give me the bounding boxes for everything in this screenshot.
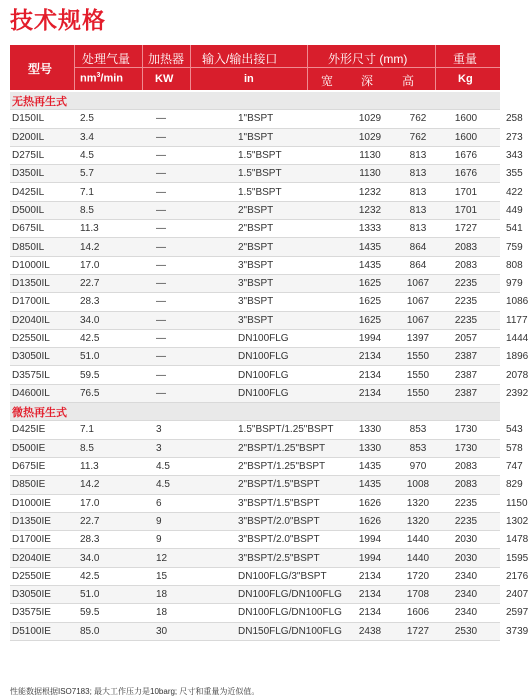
cell-width: 2134: [346, 348, 394, 366]
cell-model: D3050IE: [10, 586, 68, 604]
cell-flow: 34.0: [68, 311, 148, 329]
cell-heater: —: [148, 311, 214, 329]
table-row: [10, 384, 500, 402]
page-title: 技术规格: [10, 8, 106, 34]
cell-width: 1130: [346, 146, 394, 164]
cell-flow: 34.0: [68, 549, 148, 567]
cell-height: 1730: [442, 439, 490, 457]
cell-flow: 4.5: [68, 146, 148, 164]
cell-heater: —: [148, 128, 214, 146]
cell-model: D150IL: [10, 110, 68, 128]
cell-weight: 422: [490, 183, 500, 201]
cell-depth: 1708: [394, 586, 442, 604]
cell-depth: 1397: [394, 329, 442, 347]
cell-depth: 1440: [394, 549, 442, 567]
table-header: [10, 45, 500, 90]
cell-depth: 813: [394, 201, 442, 219]
cell-weight: 1896: [490, 348, 500, 366]
cell-model: D3575IE: [10, 604, 68, 622]
cell-connection: 3"BSPT: [214, 256, 346, 274]
cell-connection: DN100FLG/3"BSPT: [214, 567, 346, 585]
group-label: 微热再生式: [10, 403, 500, 421]
cell-width: 1435: [346, 457, 394, 475]
cell-heater: —: [148, 329, 214, 347]
cell-flow: 76.5: [68, 384, 148, 402]
cell-height: 1730: [442, 421, 490, 439]
cell-model: D1700IE: [10, 531, 68, 549]
cell-flow: 5.7: [68, 165, 148, 183]
table-row: [10, 146, 500, 164]
cell-weight: 759: [490, 238, 500, 256]
cell-flow: 11.3: [68, 220, 148, 238]
cell-width: 1232: [346, 183, 394, 201]
cell-height: 2083: [442, 476, 490, 494]
header-heater: 加热器: [148, 52, 185, 66]
cell-weight: 355: [490, 165, 500, 183]
cell-model: D2550IL: [10, 329, 68, 347]
cell-model: D275IL: [10, 146, 68, 164]
cell-heater: —: [148, 348, 214, 366]
cell-weight: 273: [490, 128, 500, 146]
cell-model: D425IE: [10, 421, 68, 439]
table-row: [10, 531, 500, 549]
cell-width: 2134: [346, 567, 394, 585]
cell-heater: 3: [148, 421, 214, 439]
cell-height: 1701: [442, 183, 490, 201]
cell-depth: 762: [394, 128, 442, 146]
cell-connection: 2"BSPT/1.25"BSPT: [214, 457, 346, 475]
cell-depth: 813: [394, 220, 442, 238]
cell-height: 2083: [442, 238, 490, 256]
cell-weight: 2597: [490, 604, 500, 622]
cell-model: D200IL: [10, 128, 68, 146]
cell-heater: —: [148, 220, 214, 238]
table-row: [10, 220, 500, 238]
cell-connection: 1.5"BSPT: [214, 146, 346, 164]
cell-width: 1994: [346, 329, 394, 347]
cell-model: D675IL: [10, 220, 68, 238]
cell-height: 2030: [442, 549, 490, 567]
table-row: [10, 128, 500, 146]
cell-connection: DN100FLG: [214, 384, 346, 402]
cell-connection: 3"BSPT: [214, 311, 346, 329]
cell-depth: 1550: [394, 366, 442, 384]
cell-height: 2235: [442, 293, 490, 311]
cell-connection: 3"BSPT/1.5"BSPT: [214, 494, 346, 512]
cell-connection: 1"BSPT: [214, 110, 346, 128]
cell-connection: 1.5"BSPT: [214, 165, 346, 183]
cell-height: 2387: [442, 348, 490, 366]
table-row: [10, 110, 500, 128]
cell-depth: 813: [394, 165, 442, 183]
cell-weight: 1086: [490, 293, 500, 311]
cell-model: D1700IL: [10, 293, 68, 311]
cell-heater: —: [148, 366, 214, 384]
cell-heater: —: [148, 110, 214, 128]
cell-width: 2438: [346, 622, 394, 640]
cell-connection: 2"BSPT: [214, 201, 346, 219]
table-row: [10, 476, 500, 494]
cell-depth: 853: [394, 421, 442, 439]
spec-table: [10, 92, 528, 641]
cell-depth: 1008: [394, 476, 442, 494]
table-row: [10, 293, 500, 311]
cell-connection: 3"BSPT/2.0"BSPT: [214, 512, 346, 530]
header-heater-unit: KW: [155, 73, 174, 85]
header-connection-unit: in: [244, 73, 254, 85]
cell-depth: 970: [394, 457, 442, 475]
cell-width: 1626: [346, 494, 394, 512]
cell-width: 1029: [346, 128, 394, 146]
table-row: [10, 256, 500, 274]
cell-depth: 1720: [394, 567, 442, 585]
header-width: 宽: [321, 74, 334, 88]
cell-depth: 1550: [394, 384, 442, 402]
table-row: [10, 329, 500, 347]
cell-height: 1701: [442, 201, 490, 219]
cell-depth: 1727: [394, 622, 442, 640]
cell-height: 2057: [442, 329, 490, 347]
cell-height: 2235: [442, 274, 490, 292]
cell-connection: DN100FLG: [214, 329, 346, 347]
cell-weight: 1302: [490, 512, 500, 530]
table-row: [10, 604, 500, 622]
cell-heater: —: [148, 165, 214, 183]
cell-weight: 2392: [490, 384, 500, 402]
cell-heater: 9: [148, 531, 214, 549]
cell-depth: 1606: [394, 604, 442, 622]
cell-height: 1727: [442, 220, 490, 238]
cell-heater: 4.5: [148, 457, 214, 475]
cell-model: D3050IL: [10, 348, 68, 366]
cell-model: D850IL: [10, 238, 68, 256]
cell-width: 1330: [346, 439, 394, 457]
table-row: [10, 549, 500, 567]
cell-height: 2030: [442, 531, 490, 549]
cell-model: D1350IE: [10, 512, 68, 530]
cell-connection: 1"BSPT: [214, 128, 346, 146]
cell-height: 2340: [442, 586, 490, 604]
cell-heater: 18: [148, 586, 214, 604]
cell-flow: 42.5: [68, 329, 148, 347]
cell-model: D2040IE: [10, 549, 68, 567]
cell-depth: 1067: [394, 274, 442, 292]
cell-width: 1625: [346, 293, 394, 311]
cell-weight: 747: [490, 457, 500, 475]
cell-depth: 1067: [394, 311, 442, 329]
header-weight-unit: Kg: [458, 73, 473, 85]
header-depth: 深: [361, 74, 374, 88]
cell-flow: 7.1: [68, 421, 148, 439]
table-row: [10, 622, 500, 640]
cell-model: D4600IL: [10, 384, 68, 402]
group-row: [10, 92, 500, 110]
cell-heater: —: [148, 201, 214, 219]
cell-connection: 1.5"BSPT: [214, 183, 346, 201]
table-row: [10, 494, 500, 512]
cell-heater: —: [148, 256, 214, 274]
cell-heater: 6: [148, 494, 214, 512]
header-weight: 重量: [453, 52, 478, 66]
cell-flow: 14.2: [68, 238, 148, 256]
cell-depth: 813: [394, 183, 442, 201]
cell-connection: DN100FLG: [214, 366, 346, 384]
cell-connection: DN150FLG/DN100FLG: [214, 622, 346, 640]
cell-model: D3575IL: [10, 366, 68, 384]
cell-width: 1626: [346, 512, 394, 530]
cell-weight: 343: [490, 146, 500, 164]
cell-flow: 42.5: [68, 567, 148, 585]
cell-flow: 3.4: [68, 128, 148, 146]
table-row: [10, 238, 500, 256]
cell-weight: 578: [490, 439, 500, 457]
cell-width: 1232: [346, 201, 394, 219]
cell-flow: 2.5: [68, 110, 148, 128]
header-height: 高: [402, 74, 415, 88]
cell-connection: DN100FLG/DN100FLG: [214, 586, 346, 604]
cell-width: 2134: [346, 384, 394, 402]
table-row: [10, 421, 500, 439]
cell-weight: 3739: [490, 622, 500, 640]
cell-width: 1435: [346, 256, 394, 274]
cell-flow: 17.0: [68, 494, 148, 512]
cell-model: D1000IL: [10, 256, 68, 274]
cell-flow: 59.5: [68, 604, 148, 622]
cell-weight: 541: [490, 220, 500, 238]
table-row: [10, 567, 500, 585]
cell-depth: 864: [394, 238, 442, 256]
cell-heater: —: [148, 183, 214, 201]
cell-depth: 1550: [394, 348, 442, 366]
cell-connection: 3"BSPT/2.0"BSPT: [214, 531, 346, 549]
cell-flow: 22.7: [68, 512, 148, 530]
cell-height: 1676: [442, 146, 490, 164]
cell-model: D1350IL: [10, 274, 68, 292]
cell-connection: 2"BSPT: [214, 238, 346, 256]
cell-weight: 449: [490, 201, 500, 219]
cell-height: 2387: [442, 366, 490, 384]
cell-heater: —: [148, 238, 214, 256]
cell-heater: 15: [148, 567, 214, 585]
group-label: 无热再生式: [10, 92, 500, 110]
table-row: [10, 183, 500, 201]
cell-connection: DN100FLG/DN100FLG: [214, 604, 346, 622]
table-row: [10, 586, 500, 604]
cell-weight: 2078: [490, 366, 500, 384]
cell-weight: 979: [490, 274, 500, 292]
cell-connection: 3"BSPT: [214, 293, 346, 311]
cell-height: 2340: [442, 567, 490, 585]
cell-depth: 1320: [394, 512, 442, 530]
cell-width: 1994: [346, 531, 394, 549]
cell-weight: 1177: [490, 311, 500, 329]
table-row: [10, 366, 500, 384]
cell-heater: 3: [148, 439, 214, 457]
cell-heater: —: [148, 293, 214, 311]
cell-flow: 8.5: [68, 439, 148, 457]
cell-heater: 9: [148, 512, 214, 530]
cell-heater: —: [148, 384, 214, 402]
table-row: [10, 457, 500, 475]
cell-flow: 17.0: [68, 256, 148, 274]
cell-heater: 18: [148, 604, 214, 622]
cell-connection: 2"BSPT: [214, 220, 346, 238]
cell-flow: 8.5: [68, 201, 148, 219]
cell-model: D2040IL: [10, 311, 68, 329]
cell-width: 2134: [346, 366, 394, 384]
cell-height: 2340: [442, 604, 490, 622]
cell-height: 2235: [442, 512, 490, 530]
cell-width: 1994: [346, 549, 394, 567]
cell-weight: 829: [490, 476, 500, 494]
cell-flow: 85.0: [68, 622, 148, 640]
cell-flow: 14.2: [68, 476, 148, 494]
cell-weight: 258: [490, 110, 500, 128]
header-flow-unit: $nm^3/\min$: [80, 72, 124, 85]
cell-model: D350IL: [10, 165, 68, 183]
cell-depth: 1320: [394, 494, 442, 512]
cell-depth: 1440: [394, 531, 442, 549]
cell-depth: 813: [394, 146, 442, 164]
cell-height: 2530: [442, 622, 490, 640]
cell-width: 2134: [346, 586, 394, 604]
cell-flow: 28.3: [68, 531, 148, 549]
cell-depth: 762: [394, 110, 442, 128]
table-row: [10, 348, 500, 366]
cell-model: D675IE: [10, 457, 68, 475]
cell-width: 1130: [346, 165, 394, 183]
cell-width: 1333: [346, 220, 394, 238]
cell-width: 1625: [346, 311, 394, 329]
table-row: [10, 311, 500, 329]
cell-heater: 30: [148, 622, 214, 640]
cell-heater: 12: [148, 549, 214, 567]
cell-height: 1600: [442, 110, 490, 128]
cell-weight: 1444: [490, 329, 500, 347]
cell-width: 1625: [346, 274, 394, 292]
cell-flow: 11.3: [68, 457, 148, 475]
cell-weight: 2176: [490, 567, 500, 585]
cell-flow: 59.5: [68, 366, 148, 384]
cell-height: 2083: [442, 256, 490, 274]
cell-heater: —: [148, 146, 214, 164]
cell-weight: 1595: [490, 549, 500, 567]
table-row: [10, 439, 500, 457]
table-row: [10, 201, 500, 219]
cell-height: 2387: [442, 384, 490, 402]
cell-height: 1600: [442, 128, 490, 146]
table-row: [10, 512, 500, 530]
cell-width: 1435: [346, 238, 394, 256]
cell-connection: 3"BSPT: [214, 274, 346, 292]
cell-weight: 2407: [490, 586, 500, 604]
cell-model: D425IL: [10, 183, 68, 201]
cell-heater: —: [148, 274, 214, 292]
table-row: [10, 165, 500, 183]
group-row: [10, 403, 500, 421]
cell-height: 1676: [442, 165, 490, 183]
cell-model: D1000IE: [10, 494, 68, 512]
cell-heater: 4.5: [148, 476, 214, 494]
cell-connection: 3"BSPT/2.5"BSPT: [214, 549, 346, 567]
cell-connection: 1.5"BSPT/1.25"BSPT: [214, 421, 346, 439]
header-model: 型号: [28, 62, 53, 76]
header-connection: 输入/输出接口: [202, 52, 278, 66]
cell-flow: 22.7: [68, 274, 148, 292]
cell-weight: 808: [490, 256, 500, 274]
cell-model: D500IL: [10, 201, 68, 219]
cell-model: D500IE: [10, 439, 68, 457]
cell-model: D2550IE: [10, 567, 68, 585]
cell-depth: 1067: [394, 293, 442, 311]
cell-connection: 2"BSPT/1.5"BSPT: [214, 476, 346, 494]
cell-weight: 1150: [490, 494, 500, 512]
header-dimensions: 外形尺寸 (mm): [328, 52, 408, 66]
cell-model: D5100IE: [10, 622, 68, 640]
cell-height: 2235: [442, 311, 490, 329]
cell-depth: 864: [394, 256, 442, 274]
cell-flow: 51.0: [68, 586, 148, 604]
cell-height: 2235: [442, 494, 490, 512]
cell-width: 1330: [346, 421, 394, 439]
cell-width: 1435: [346, 476, 394, 494]
cell-flow: 28.3: [68, 293, 148, 311]
cell-flow: 51.0: [68, 348, 148, 366]
cell-weight: 1478: [490, 531, 500, 549]
footnote: 性能数据根据ISO7183; 最大工作压力是10barg; 尺寸和重量为近似值。: [10, 687, 260, 696]
cell-width: 1029: [346, 110, 394, 128]
cell-depth: 853: [394, 439, 442, 457]
cell-weight: 543: [490, 421, 500, 439]
cell-height: 2083: [442, 457, 490, 475]
cell-connection: 2"BSPT/1.25"BSPT: [214, 439, 346, 457]
cell-flow: 7.1: [68, 183, 148, 201]
cell-connection: DN100FLG: [214, 348, 346, 366]
table-row: [10, 274, 500, 292]
cell-model: D850IE: [10, 476, 68, 494]
header-flow: 处理气量: [82, 52, 131, 66]
cell-width: 2134: [346, 604, 394, 622]
